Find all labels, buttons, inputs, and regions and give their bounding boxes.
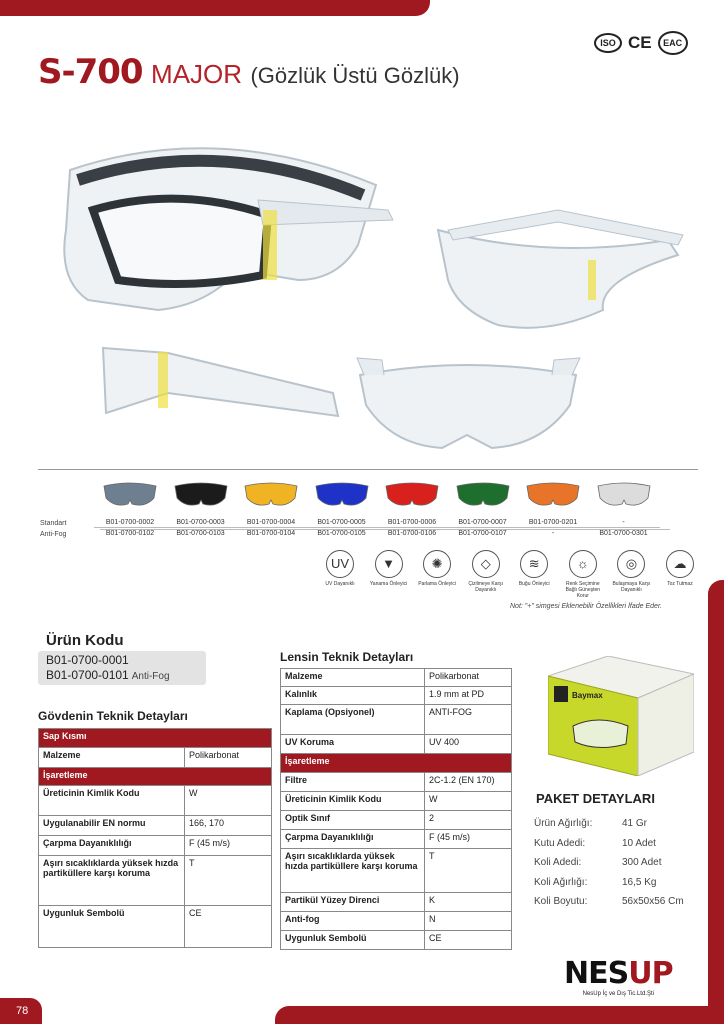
top-accent-bar <box>0 0 430 16</box>
antifog-label: Anti-Fog <box>131 671 170 682</box>
spec-key: Uygunluk Sembolü <box>39 906 185 948</box>
spec-value: 1.9 mm at PD <box>425 687 512 705</box>
feature-item <box>466 550 506 599</box>
variant-item <box>588 478 660 539</box>
feature-icons <box>320 550 700 599</box>
spec-key: Çarpma Dayanıklılığı <box>281 830 425 849</box>
feature-icon: ≋ <box>520 550 548 578</box>
spec-key: Optik Sınıf <box>281 811 425 830</box>
model-subtitle: (Gözlük Üstü Gözlük) <box>250 63 460 88</box>
spec-key: Uygulanabilir EN normu <box>39 816 185 836</box>
variant-item <box>517 478 589 539</box>
logo-text-a: NES <box>564 956 629 991</box>
divider <box>38 469 698 470</box>
spec-key: Kaplama (Opsiyonel) <box>281 705 425 735</box>
glasses-front-image <box>352 350 584 460</box>
product-code-standard: B01-0700-0001 <box>46 653 129 667</box>
feature-label: Buğu Önleyici <box>518 581 550 587</box>
variant-code-antifog: B01-0700-0103 <box>176 530 225 537</box>
row-label-standard: Standart <box>40 520 67 527</box>
feature-label: UV Dayanıklı <box>325 581 355 587</box>
feature-label: Bulaşmaya Karşı Dayanıklı <box>612 581 651 593</box>
spec-key: Uygunluk Sembolü <box>281 931 425 950</box>
feature-item <box>660 550 700 599</box>
variant-glasses-icon <box>523 478 583 512</box>
spec-value: 2C-1.2 (EN 170) <box>425 773 512 792</box>
variant-code-standard: B01-0700-0004 <box>235 517 307 528</box>
spec-value: 166, 170 <box>185 816 272 836</box>
spec-value: UV 400 <box>425 735 512 754</box>
package-key: Koli Adedi: <box>534 857 582 868</box>
variant-item <box>306 478 378 539</box>
variant-code-antifog: B01-0700-0107 <box>458 530 507 537</box>
variant-item <box>235 478 307 539</box>
package-value: 16,5 Kg <box>622 876 657 888</box>
spec-value: N <box>425 912 512 931</box>
variant-item <box>165 478 237 539</box>
spec-value: F (45 m/s) <box>425 830 512 849</box>
variant-code-standard: B01-0700-0007 <box>447 517 519 528</box>
spec-key: Üreticinin Kimlik Kodu <box>39 786 185 816</box>
spec-value: Polikarbonat <box>425 669 512 687</box>
company-logo <box>564 956 673 997</box>
package-row <box>534 892 684 912</box>
package-details <box>534 814 684 912</box>
feature-icon: ✺ <box>423 550 451 578</box>
feature-item <box>514 550 554 599</box>
variant-code-antifog: - <box>551 530 555 537</box>
feature-icon: ◎ <box>617 550 645 578</box>
spec-key: Partikül Yüzey Direnci <box>281 893 425 912</box>
package-value: 300 Adet <box>622 857 662 868</box>
variant-code-antifog: B01-0700-0102 <box>105 530 155 537</box>
variant-code-antifog: B01-0700-0301 <box>599 530 648 537</box>
spec-value: W <box>185 786 272 816</box>
variant-code-standard: B01-0700-0201 <box>517 517 589 528</box>
feature-item <box>417 550 457 599</box>
product-code-title: Ürün Kodu <box>46 632 124 649</box>
package-key: Koli Ağırlığı: <box>534 876 588 888</box>
variant-item <box>94 478 166 539</box>
body-specs-header-marking: İşaretleme <box>39 768 272 786</box>
lens-specs-title: Lensin Teknik Detayları <box>280 650 414 664</box>
eac-icon: EAC <box>658 31 688 55</box>
package-key: Koli Boyutu: <box>534 896 588 907</box>
package-row <box>534 814 684 834</box>
variant-code-antifog: B01-0700-0104 <box>246 530 296 537</box>
feature-icon: ☁ <box>666 550 694 578</box>
variant-glasses-icon <box>241 478 301 512</box>
product-code-antifog: B01-0700-0101 <box>46 668 129 682</box>
page-number: 78 <box>0 998 42 1024</box>
feature-icon: UV <box>326 550 354 578</box>
variant-code-standard: B01-0700-0003 <box>165 517 237 528</box>
spec-key: Aşırı sıcaklıklarda yüksek hızda partiküllere karşı koruma <box>281 849 425 893</box>
body-specs-table <box>38 728 272 948</box>
row-label-antifog: Anti-Fog <box>40 531 67 538</box>
feature-icon: ☼ <box>569 550 597 578</box>
feature-icon: ◇ <box>472 550 500 578</box>
variant-code-antifog: B01-0700-0106 <box>387 530 437 537</box>
feature-label: Renk Seçimine Bağlı Güneşten Korur <box>565 581 601 599</box>
feature-icon: ▼ <box>375 550 403 578</box>
iso-icon: ISO <box>594 33 622 53</box>
product-code-box <box>38 651 206 685</box>
package-box-image <box>548 656 694 776</box>
spec-key: UV Koruma <box>281 735 425 754</box>
variant-code-standard: - <box>588 517 660 528</box>
variant-item <box>447 478 519 539</box>
spec-value: ANTI-FOG <box>425 705 512 735</box>
spec-value: K <box>425 893 512 912</box>
glasses-side-angle-image <box>428 200 690 340</box>
spec-key: Üreticinin Kimlik Kodu <box>281 792 425 811</box>
package-value: 10 Adet <box>622 837 656 849</box>
feature-label: Parlama Önleyici <box>418 581 457 587</box>
package-value: 56x50x56 Cm <box>622 896 684 907</box>
feature-item <box>320 550 360 599</box>
right-accent-bar <box>708 580 724 1024</box>
lens-specs-table <box>280 668 512 950</box>
company-name: NesUp İç ve Dış Tic.Ltd.Şti <box>582 991 654 997</box>
feature-note: Not: "+" simgesi Eklenebilir Özellikleri İfade Eder. <box>510 603 662 610</box>
feature-item <box>369 550 409 599</box>
variant-glasses-icon <box>171 478 231 512</box>
logo-text-b: UP <box>628 956 673 991</box>
feature-item <box>611 550 651 599</box>
variant-glasses-icon <box>453 478 513 512</box>
spec-key: Kalınlık <box>281 687 425 705</box>
certification-logos <box>594 31 688 55</box>
spec-value: Polikarbonat <box>185 748 272 768</box>
body-specs-title: Gövdenin Teknik Detayları <box>38 709 188 723</box>
variant-glasses-icon <box>100 478 160 512</box>
variant-glasses-icon <box>382 478 442 512</box>
spec-value: CE <box>425 931 512 950</box>
variant-item <box>376 478 448 539</box>
spec-value: W <box>425 792 512 811</box>
spec-key: Aşırı sıcaklıklarda yüksek hızda partiküllere karşı koruma <box>39 856 185 906</box>
package-title: PAKET DETAYLARI <box>536 791 655 806</box>
package-row <box>534 873 684 893</box>
glasses-temple-view-image <box>98 338 343 428</box>
variant-code-standard: B01-0700-0005 <box>306 517 378 528</box>
spec-key: Filtre <box>281 773 425 792</box>
feature-label: Yanama Önleyici <box>369 581 408 587</box>
feature-label: Çizilmeye Karşı Dayanıklı <box>468 581 504 593</box>
spec-value: F (45 m/s) <box>185 836 272 856</box>
spec-value: T <box>185 856 272 906</box>
bottom-accent-bar <box>275 1006 724 1024</box>
package-value: 41 Gr <box>622 818 648 829</box>
package-key: Ürün Ağırlığı: <box>534 818 593 829</box>
variant-code-standard: B01-0700-0006 <box>376 517 448 528</box>
spec-key: Malzeme <box>39 748 185 768</box>
package-key: Kutu Adedi: <box>534 837 586 849</box>
variant-code-antifog: B01-0700-0105 <box>317 530 366 537</box>
lens-specs-header-marking: İşaretleme <box>281 754 512 773</box>
spec-key: Çarpma Dayanıklılığı <box>39 836 185 856</box>
variant-glasses-icon <box>594 478 654 512</box>
spec-key: Anti-fog <box>281 912 425 931</box>
feature-item <box>563 550 603 599</box>
body-specs-header-sap: Sap Kısmı <box>39 729 272 748</box>
variant-row-labels <box>40 518 66 540</box>
page-title <box>38 52 460 92</box>
variant-code-standard: B01-0700-0002 <box>94 517 166 528</box>
package-row <box>534 853 684 873</box>
model-name: MAJOR <box>151 59 243 89</box>
spec-value: CE <box>185 906 272 948</box>
package-brand-label: Baymax <box>572 691 603 700</box>
spec-value: 2 <box>425 811 512 830</box>
model-code: S-700 <box>38 52 143 92</box>
spec-key: Malzeme <box>281 669 425 687</box>
package-row <box>534 834 684 854</box>
ce-icon: CE <box>628 33 652 52</box>
variant-glasses-icon <box>312 478 372 512</box>
glasses-front-view-image <box>58 130 398 340</box>
spec-value: T <box>425 849 512 893</box>
feature-label: Toz Tutmaz <box>667 581 693 587</box>
